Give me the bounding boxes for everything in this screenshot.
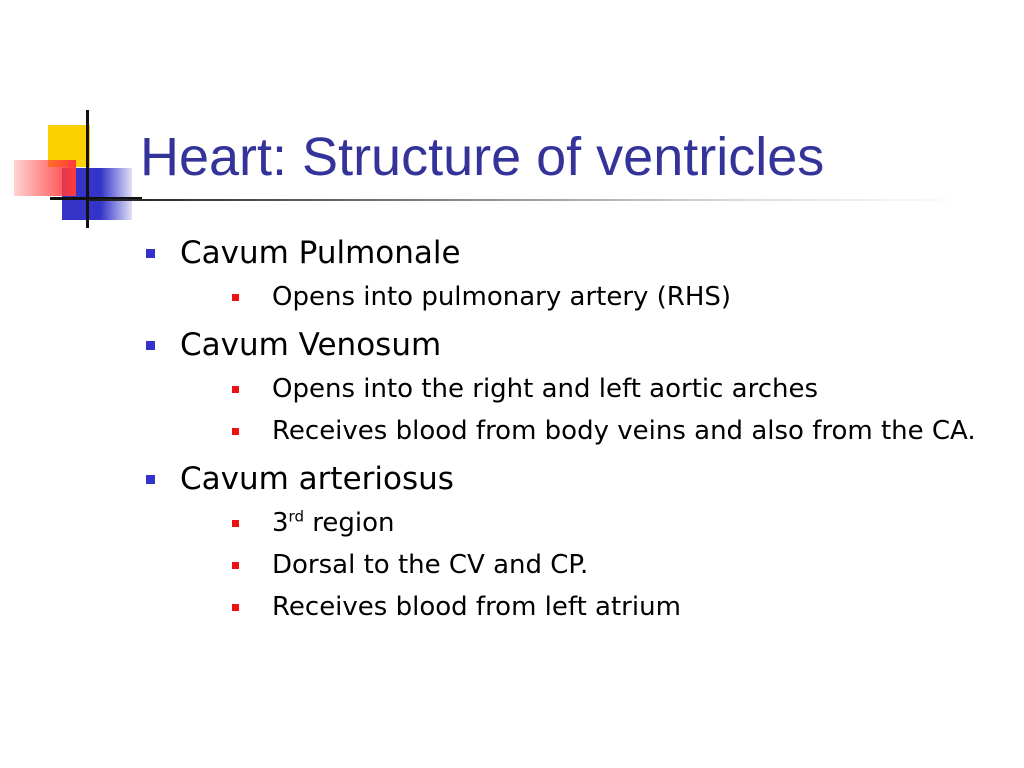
- vertical-cross-line: [86, 110, 89, 228]
- bullet-text: Cavum arteriosus: [180, 461, 454, 497]
- bullet-item: [146, 324, 1006, 450]
- sub-bullet-item: [226, 588, 1006, 626]
- bullet-square-icon: [146, 249, 155, 258]
- sub-bullet-square-icon: [232, 428, 239, 435]
- sub-bullet-text: Receives blood from left atrium: [272, 592, 681, 622]
- sub-bullet-item: [226, 504, 1006, 542]
- bullet-square-icon: [146, 475, 155, 484]
- sub-bullet-text-base: 3: [272, 508, 289, 538]
- superscript-ordinal: rd: [288, 507, 304, 526]
- sub-bullet-text: Opens into pulmonary artery (RHS): [272, 282, 732, 312]
- sub-bullet-text: Receives blood from body veins and also from the CA.: [272, 416, 976, 446]
- sub-bullet-text: Opens into the right and left aortic arches: [272, 374, 819, 404]
- sub-bullet-square-icon: [232, 604, 239, 611]
- bullet-text: Cavum Venosum: [180, 327, 442, 363]
- sub-bullet-square-icon: [232, 520, 239, 527]
- sub-bullet-square-icon: [232, 386, 239, 393]
- slide-title: Heart: Structure of ventricles: [140, 127, 825, 187]
- sub-bullet-item: [226, 412, 1006, 450]
- sub-bullet-square-icon: [232, 562, 239, 569]
- bullet-item: [146, 458, 1006, 626]
- bullet-item: [146, 232, 1006, 316]
- bullet-text: Cavum Pulmonale: [180, 235, 461, 271]
- red-rectangle: [14, 160, 76, 196]
- sub-bullet-square-icon: [232, 294, 239, 301]
- sub-bullet-text-rest: region: [303, 508, 395, 538]
- sub-bullet-text: Dorsal to the CV and CP.: [272, 550, 589, 580]
- sub-bullet-item: [226, 278, 1006, 316]
- sub-bullet-item: [226, 546, 1006, 584]
- decorative-logo-blocks: [0, 0, 160, 240]
- bullet-list: [146, 232, 1006, 626]
- sub-bullet-item: [226, 370, 1006, 408]
- bullet-square-icon: [146, 341, 155, 350]
- title-underline: [88, 199, 968, 201]
